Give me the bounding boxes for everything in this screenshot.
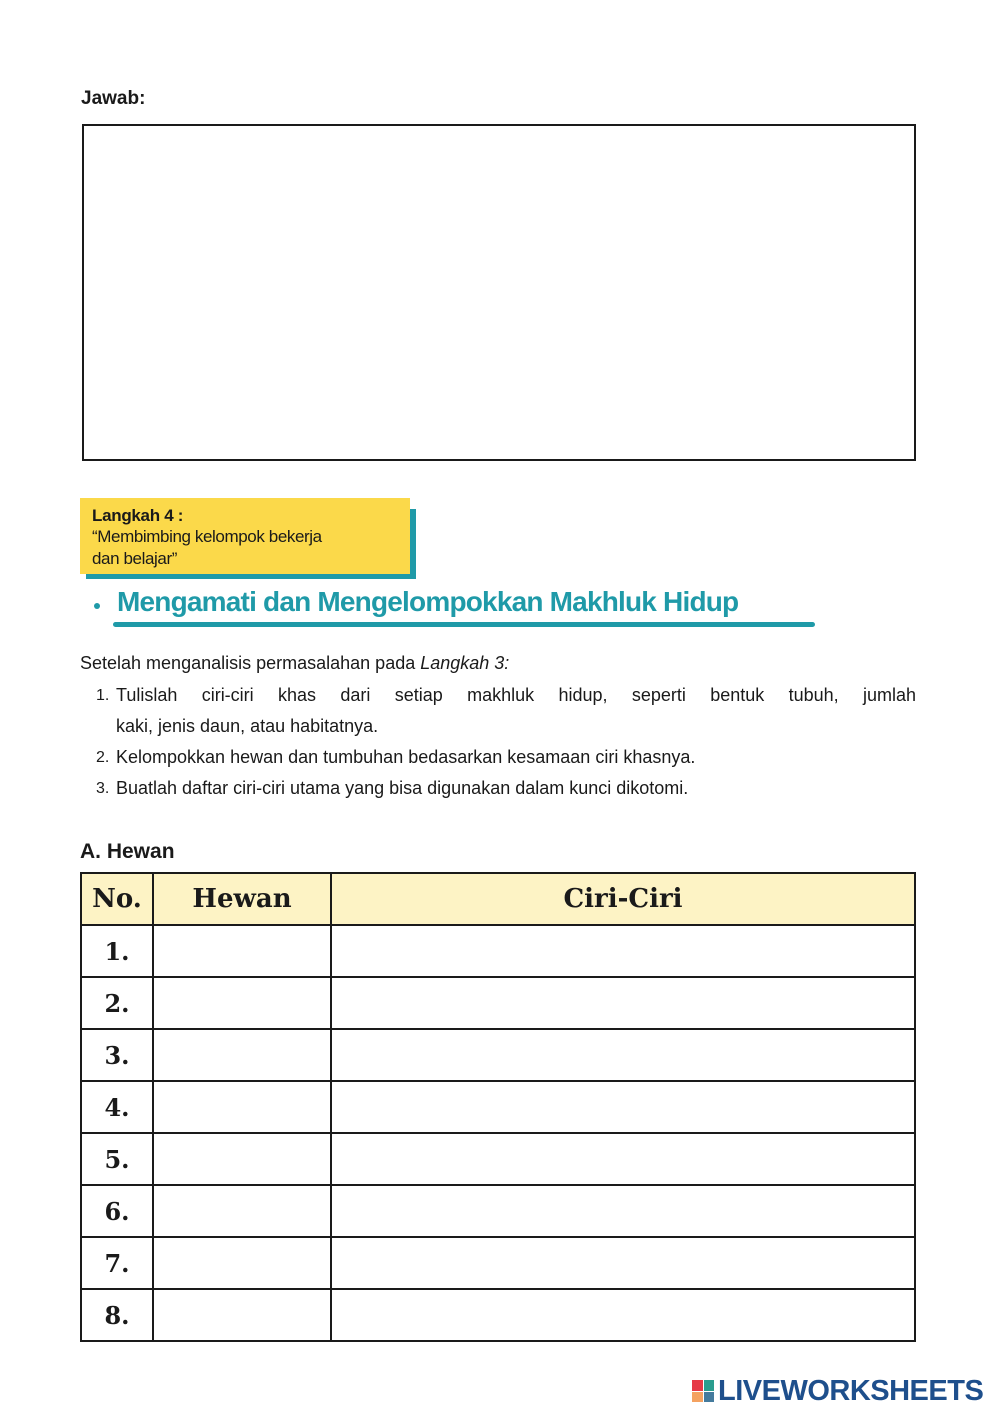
row-number: 2.: [81, 977, 153, 1029]
liveworksheets-logo-text: LIVEWORKSHEETS: [718, 1374, 984, 1407]
bullet-icon: [94, 603, 100, 609]
table-heading: A. Hewan: [80, 840, 175, 863]
answer-box[interactable]: [82, 124, 916, 461]
hewan-cell[interactable]: [153, 925, 331, 977]
ciri-cell[interactable]: [331, 1289, 915, 1341]
step-quote-line: “Membimbing kelompok bekerja: [92, 527, 322, 546]
ciri-cell[interactable]: [331, 1237, 915, 1289]
table-row: [81, 925, 915, 977]
instruction-text: Buatlah daftar ciri-ciri utama yang bisa digunakan dalam kunci dikotomi.: [116, 778, 689, 798]
instruction-text: Tulislah ciri-ciri khas dari setiap makhluk hidup, seperti bentuk tubuh, jumlah: [116, 685, 916, 705]
instruction-item: [96, 742, 916, 773]
row-number: 8.: [81, 1289, 153, 1341]
step-title: Langkah 4 :: [92, 506, 184, 525]
table-header-row: [81, 873, 915, 925]
instruction-number: 3.: [96, 780, 110, 797]
step-quote-line: dan belajar”: [92, 549, 177, 568]
animal-table: [80, 872, 916, 1342]
table-row: [81, 1289, 915, 1341]
section-title-underline: [113, 622, 815, 627]
row-number: 3.: [81, 1029, 153, 1081]
ciri-cell[interactable]: [331, 1081, 915, 1133]
instruction-item: [96, 680, 916, 711]
hewan-cell[interactable]: [153, 1029, 331, 1081]
answer-label: Jawab:: [81, 88, 146, 109]
column-header-no: No.: [81, 873, 153, 925]
instruction-item: [96, 711, 916, 742]
logo-square: [692, 1392, 703, 1403]
hewan-cell[interactable]: [153, 1289, 331, 1341]
ciri-cell[interactable]: [331, 977, 915, 1029]
instruction-number: [96, 711, 116, 742]
instruction-number: 1.: [96, 687, 110, 704]
liveworksheets-watermark[interactable]: [692, 1374, 983, 1408]
logo-square: [704, 1392, 715, 1403]
ciri-cell[interactable]: [331, 1185, 915, 1237]
table-row: [81, 1081, 915, 1133]
liveworksheets-logo-icon: [692, 1380, 714, 1402]
step-card: [80, 498, 410, 574]
table-row: [81, 1029, 915, 1081]
instruction-item: [96, 773, 916, 804]
step-quote: [92, 526, 398, 570]
intro-text: [80, 650, 509, 676]
logo-square: [692, 1380, 703, 1391]
table-row: [81, 1133, 915, 1185]
column-header-ciri: Ciri-Ciri: [331, 873, 915, 925]
row-number: 6.: [81, 1185, 153, 1237]
hewan-cell[interactable]: [153, 1237, 331, 1289]
hewan-cell[interactable]: [153, 977, 331, 1029]
intro-emphasis: Langkah 3:: [420, 653, 510, 673]
logo-square: [704, 1380, 715, 1391]
hewan-cell[interactable]: [153, 1133, 331, 1185]
row-number: 4.: [81, 1081, 153, 1133]
section-title: Mengamati dan Mengelompokkan Makhluk Hidup: [117, 586, 739, 617]
table-row: [81, 1237, 915, 1289]
row-number: 1.: [81, 925, 153, 977]
instruction-number: 2.: [96, 749, 110, 766]
column-header-hewan: Hewan: [153, 873, 331, 925]
row-number: 7.: [81, 1237, 153, 1289]
table-row: [81, 1185, 915, 1237]
ciri-cell[interactable]: [331, 925, 915, 977]
instruction-text: Kelompokkan hewan dan tumbuhan bedasarkan kesamaan ciri khasnya.: [116, 747, 696, 767]
intro-main: Setelah menganalisis permasalahan pada: [80, 653, 421, 673]
hewan-cell[interactable]: [153, 1185, 331, 1237]
table-row: [81, 977, 915, 1029]
hewan-cell[interactable]: [153, 1081, 331, 1133]
instruction-list: [96, 680, 916, 804]
instruction-text: kaki, jenis daun, atau habitatnya.: [116, 716, 379, 736]
ciri-cell[interactable]: [331, 1133, 915, 1185]
row-number: 5.: [81, 1133, 153, 1185]
ciri-cell[interactable]: [331, 1029, 915, 1081]
